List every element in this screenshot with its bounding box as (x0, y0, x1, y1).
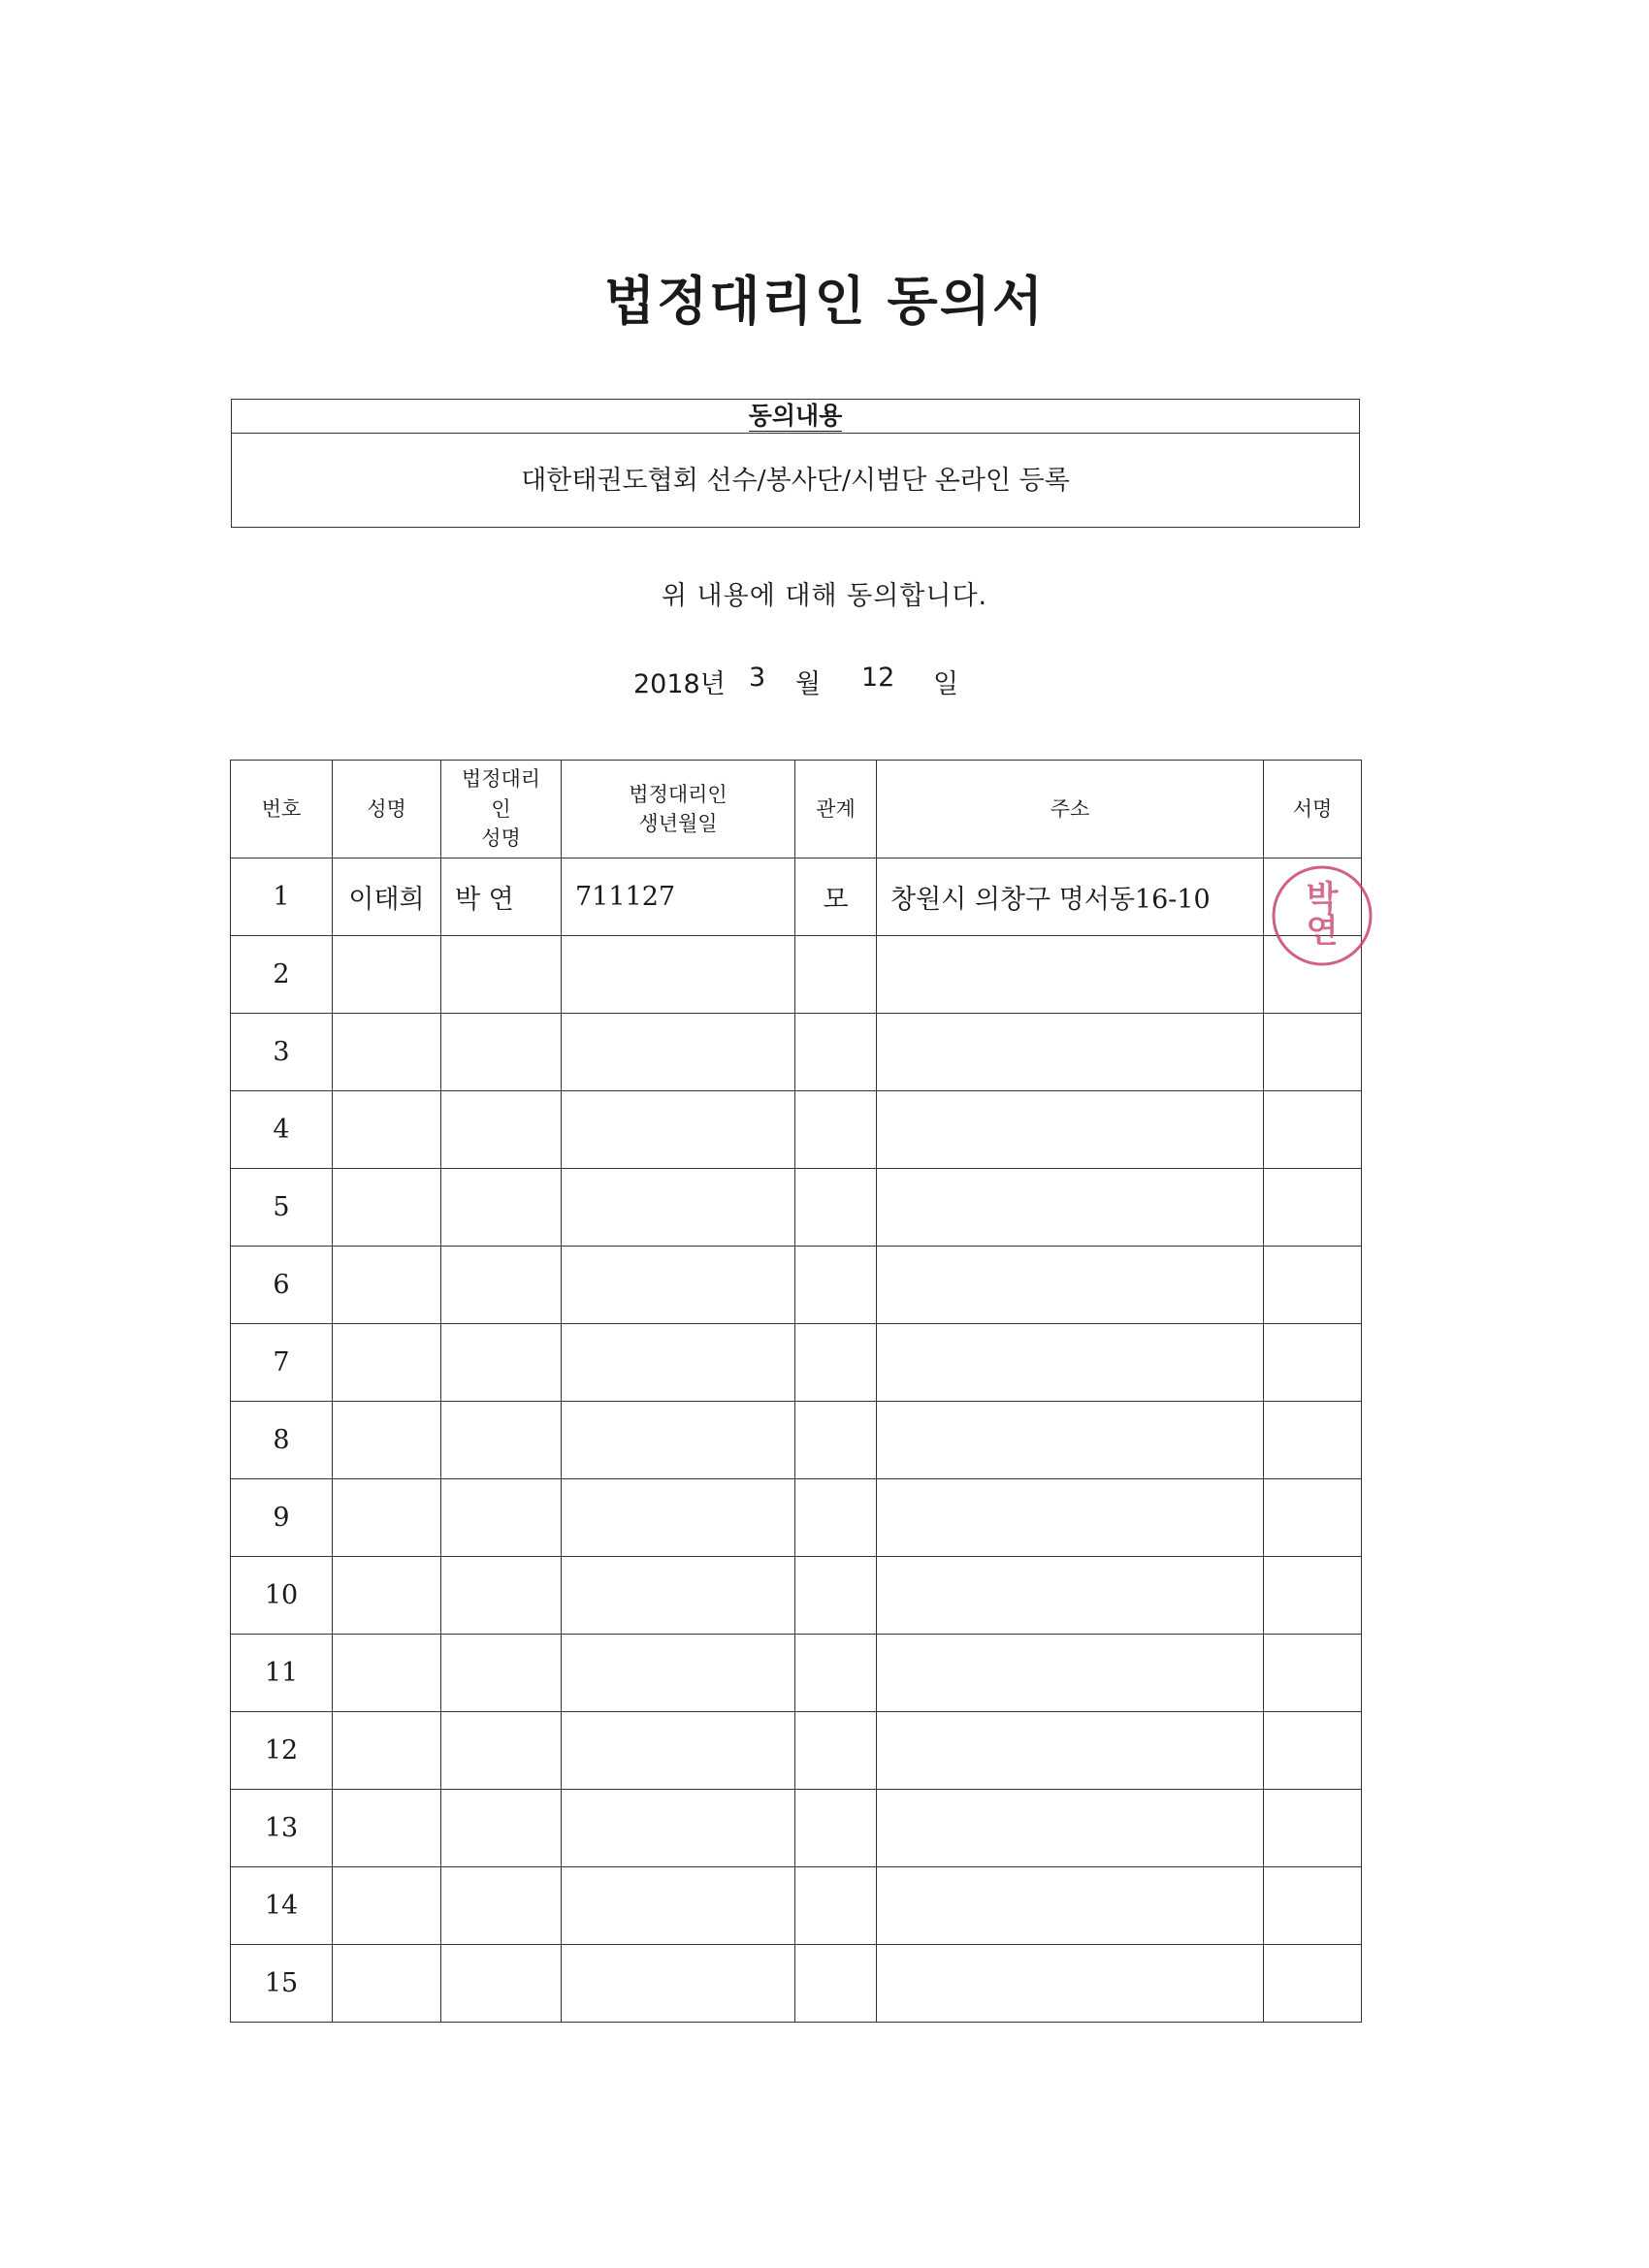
cell-guardian-birth (562, 1169, 795, 1247)
cell-address (877, 1324, 1264, 1402)
header-guardian-birth (562, 761, 795, 859)
cell-guardian-name (441, 1091, 562, 1169)
cell-signature (1264, 1247, 1362, 1324)
table-row (231, 1945, 1362, 2023)
date-month: 3 (749, 663, 766, 693)
header-guardian-name-line2: 인 (491, 796, 511, 821)
cell-name: 이태희 (333, 859, 441, 936)
agree-statement: 위 내용에 대해 동의합니다. (661, 581, 988, 611)
cell-guardian-name (441, 1635, 562, 1712)
cell-no: 5 (231, 1169, 333, 1247)
page-title: 법정대리인 동의서 (603, 271, 1046, 332)
cell-relation (795, 936, 877, 1014)
cell-address (877, 1479, 1264, 1557)
cell-guardian-birth (562, 1867, 795, 1945)
cell-relation (795, 1867, 877, 1945)
header-name: 성명 (333, 761, 441, 859)
cell-address (877, 1712, 1264, 1790)
cell-relation (795, 1091, 877, 1169)
table-row (231, 936, 1362, 1014)
cell-address (877, 1091, 1264, 1169)
cell-relation (795, 1479, 877, 1557)
cell-guardian-name (441, 1790, 562, 1867)
table-row (231, 1790, 1362, 1867)
cell-relation (795, 1557, 877, 1635)
header-guardian-birth-line1: 법정대리인 (629, 782, 728, 806)
table-header-row (231, 761, 1362, 859)
cell-guardian-name (441, 1169, 562, 1247)
header-no: 번호 (231, 761, 333, 859)
cell-guardian-name (441, 1014, 562, 1091)
cell-guardian-name (441, 936, 562, 1014)
cell-no: 2 (231, 936, 333, 1014)
table-row (231, 1014, 1362, 1091)
cell-name (333, 1867, 441, 1945)
table-row (231, 1479, 1362, 1557)
header-relation: 관계 (795, 761, 877, 859)
table-row (231, 1867, 1362, 1945)
cell-no: 1 (231, 859, 333, 936)
cell-no: 4 (231, 1091, 333, 1169)
header-guardian-birth-line2: 생년월일 (638, 812, 718, 835)
cell-signature (1264, 1635, 1362, 1712)
cell-relation (795, 1247, 877, 1324)
cell-guardian-birth (562, 1247, 795, 1324)
cell-guardian-name (441, 1324, 562, 1402)
cell-no: 14 (231, 1867, 333, 1945)
cell-guardian-birth: 711127 (562, 859, 795, 936)
cell-guardian-birth (562, 1790, 795, 1867)
cell-name (333, 1014, 441, 1091)
cell-signature (1264, 1712, 1362, 1790)
cell-no: 13 (231, 1790, 333, 1867)
cell-signature (1264, 1014, 1362, 1091)
cell-address (877, 1014, 1264, 1091)
signer-rows (231, 859, 1362, 2023)
cell-guardian-name (441, 1867, 562, 1945)
cell-name (333, 1402, 441, 1479)
cell-name (333, 1169, 441, 1247)
signer-table (230, 760, 1362, 2023)
cell-name (333, 936, 441, 1014)
cell-no: 10 (231, 1557, 333, 1635)
date-month-unit: 월 (795, 669, 822, 699)
seal-stamp-glyph: 연 (1306, 912, 1339, 951)
table-row (231, 1247, 1362, 1324)
cell-no: 8 (231, 1402, 333, 1479)
cell-address: 창원시 의창구 명서동16-10 (877, 859, 1264, 936)
cell-guardian-birth (562, 1557, 795, 1635)
cell-guardian-name (441, 1247, 562, 1324)
table-row (231, 1557, 1362, 1635)
header-guardian-name-line3: 성명 (481, 826, 521, 851)
date-day: 12 (861, 663, 895, 693)
cell-relation (795, 1014, 877, 1091)
header-address: 주소 (877, 761, 1264, 859)
seal-stamp-icon (1269, 862, 1375, 969)
cell-relation (795, 1945, 877, 2023)
table-row (231, 1169, 1362, 1247)
cell-address (877, 1790, 1264, 1867)
table-row (231, 1712, 1362, 1790)
cell-signature (1264, 1790, 1362, 1867)
table-row (231, 859, 1362, 936)
cell-guardian-name (441, 1479, 562, 1557)
cell-guardian-name (441, 1945, 562, 2023)
cell-guardian-birth (562, 1945, 795, 2023)
cell-signature (1264, 1091, 1362, 1169)
cell-name (333, 1091, 441, 1169)
header-guardian-name-line1: 법정대리 (461, 767, 541, 792)
cell-no: 3 (231, 1014, 333, 1091)
cell-relation: 모 (795, 859, 877, 936)
cell-guardian-name (441, 1712, 562, 1790)
cell-address (877, 936, 1264, 1014)
table-row (231, 1091, 1362, 1169)
cell-guardian-birth (562, 1479, 795, 1557)
cell-address (877, 1169, 1264, 1247)
cell-address (877, 1867, 1264, 1945)
consent-content: 대한태권도협회 선수/봉사단/시범단 온라인 등록 (521, 466, 1070, 496)
cell-no: 15 (231, 1945, 333, 2023)
cell-name (333, 1479, 441, 1557)
cell-signature (1264, 859, 1362, 951)
consent-box (231, 399, 1360, 528)
header-guardian-name (441, 761, 562, 859)
cell-guardian-birth (562, 1402, 795, 1479)
cell-address (877, 1247, 1264, 1324)
cell-signature (1264, 1402, 1362, 1479)
cell-name (333, 1247, 441, 1324)
table-row (231, 1324, 1362, 1402)
cell-no: 9 (231, 1479, 333, 1557)
cell-no: 6 (231, 1247, 333, 1324)
cell-address (877, 1402, 1264, 1479)
cell-guardian-birth (562, 1014, 795, 1091)
cell-signature (1264, 1557, 1362, 1635)
cell-name (333, 1712, 441, 1790)
cell-no: 12 (231, 1712, 333, 1790)
cell-name (333, 1635, 441, 1712)
cell-relation (795, 1635, 877, 1712)
cell-guardian-birth (562, 1324, 795, 1402)
cell-guardian-birth (562, 1635, 795, 1712)
cell-signature (1264, 1169, 1362, 1247)
cell-guardian-birth (562, 936, 795, 1014)
consent-header (232, 400, 1359, 434)
cell-signature (1264, 1479, 1362, 1557)
cell-name (333, 1945, 441, 2023)
cell-relation (795, 1790, 877, 1867)
cell-guardian-birth (562, 1091, 795, 1169)
table-row (231, 1635, 1362, 1712)
table-row (231, 1402, 1362, 1479)
cell-relation (795, 1402, 877, 1479)
cell-relation (795, 1324, 877, 1402)
cell-address (877, 1635, 1264, 1712)
seal-stamp-glyph: 박 (1306, 879, 1339, 918)
cell-guardian-name: 박 연 (441, 859, 562, 936)
cell-relation (795, 1169, 877, 1247)
cell-signature (1264, 1945, 1362, 2023)
cell-address (877, 1557, 1264, 1635)
cell-guardian-name (441, 1402, 562, 1479)
cell-no: 11 (231, 1635, 333, 1712)
header-signature: 서명 (1264, 761, 1362, 859)
cell-relation (795, 1712, 877, 1790)
date-year: 2018년 (633, 669, 726, 699)
cell-guardian-name (441, 1557, 562, 1635)
cell-guardian-birth (562, 1712, 795, 1790)
date-day-unit: 일 (933, 669, 959, 699)
cell-no: 7 (231, 1324, 333, 1402)
cell-name (333, 1324, 441, 1402)
cell-name (333, 1557, 441, 1635)
cell-signature (1264, 1867, 1362, 1945)
consent-header-label: 동의내용 (748, 402, 843, 430)
cell-address (877, 1945, 1264, 2023)
cell-signature (1264, 1324, 1362, 1402)
cell-name (333, 1790, 441, 1867)
